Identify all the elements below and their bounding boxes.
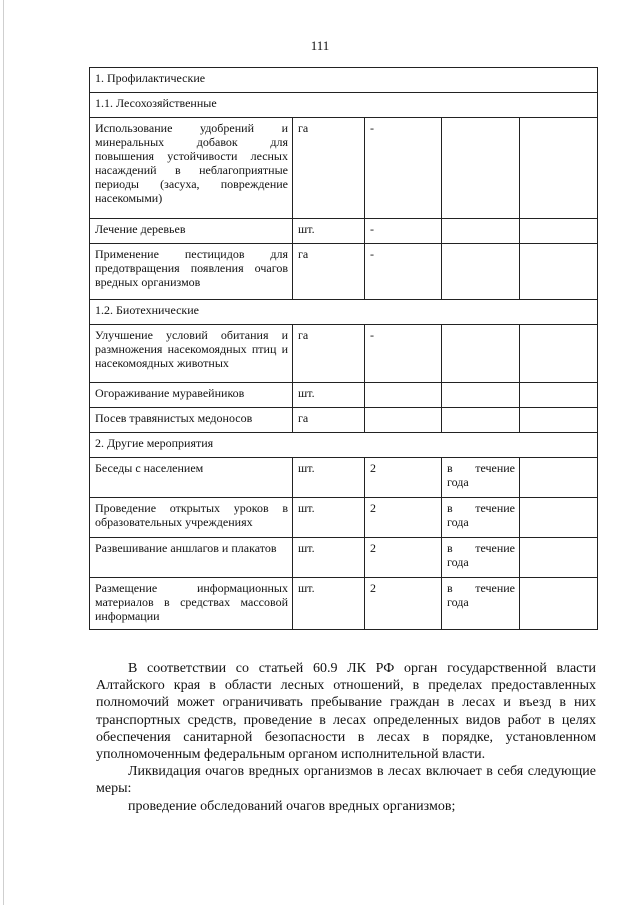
measure-period: в течение года: [442, 578, 520, 630]
measure-period: в течение года: [442, 498, 520, 538]
paragraph: Ликвидация очагов вредных организмов в лесах включает в себя следующие меры:: [96, 764, 596, 797]
measure-value: 2: [365, 578, 442, 630]
measure-unit: га: [293, 244, 365, 300]
subsection-title: 1.2. Биотехнические: [90, 300, 598, 325]
measure-value: -: [365, 325, 442, 383]
measure-name: Развешивание аншлагов и плакатов: [90, 538, 293, 578]
measure-note: [520, 498, 598, 538]
measures-table: [89, 67, 598, 630]
table-row: [90, 433, 598, 458]
measure-value: 2: [365, 538, 442, 578]
measure-note: [520, 538, 598, 578]
table-row: [90, 408, 598, 433]
measure-period: [442, 118, 520, 219]
table-row: [90, 244, 598, 300]
measure-unit: га: [293, 118, 365, 219]
section-title: 2. Другие мероприятия: [90, 433, 598, 458]
measure-name: Применение пестицидов для предотвращения появления очагов вредных организмов: [90, 244, 293, 300]
measure-value: -: [365, 118, 442, 219]
measure-note: [520, 408, 598, 433]
table-row: [90, 538, 598, 578]
measure-note: [520, 325, 598, 383]
measure-period: [442, 383, 520, 408]
table-row: [90, 498, 598, 538]
measure-value: [365, 408, 442, 433]
paragraph: проведение обследований очагов вредных организмов;: [128, 798, 456, 814]
measure-value: -: [365, 244, 442, 300]
table-row: [90, 578, 598, 630]
scan-edge-line: [3, 0, 4, 905]
table-row: [90, 219, 598, 244]
measure-period: [442, 219, 520, 244]
measure-period: [442, 244, 520, 300]
table-row: [90, 325, 598, 383]
measure-value: [365, 383, 442, 408]
measure-unit: шт.: [293, 219, 365, 244]
measure-unit: га: [293, 408, 365, 433]
measure-note: [520, 118, 598, 219]
measure-name: Посев травянистых медоносов: [90, 408, 293, 433]
measure-unit: га: [293, 325, 365, 383]
measure-period: в течение года: [442, 458, 520, 498]
measure-note: [520, 383, 598, 408]
measure-unit: шт.: [293, 538, 365, 578]
table-row: [90, 118, 598, 219]
section-title: 1. Профилактические: [90, 68, 598, 93]
table-row: [90, 300, 598, 325]
measure-name: Размещение информационных материалов в средствах массовой информации: [90, 578, 293, 630]
measure-name: Беседы с населением: [90, 458, 293, 498]
measure-unit: шт.: [293, 458, 365, 498]
measure-unit: шт.: [293, 498, 365, 538]
table-row: [90, 93, 598, 118]
table-row: [90, 68, 598, 93]
measure-name: Огораживание муравейников: [90, 383, 293, 408]
measure-value: 2: [365, 458, 442, 498]
measure-name: Использование удобрений и минеральных добавок для повышения устойчивости лесных насаждений в неблагоприятные периоды (засуха, повреждение насекомыми): [90, 118, 293, 219]
measure-value: 2: [365, 498, 442, 538]
measure-note: [520, 458, 598, 498]
subsection-title: 1.1. Лесохозяйственные: [90, 93, 598, 118]
body-text: [96, 660, 596, 815]
measure-note: [520, 219, 598, 244]
page-number: 111: [310, 38, 330, 53]
measure-period: [442, 325, 520, 383]
measure-unit: шт.: [293, 578, 365, 630]
measure-period: в течение года: [442, 538, 520, 578]
measure-name: Лечение деревьев: [90, 219, 293, 244]
measure-period: [442, 408, 520, 433]
measure-name: Проведение открытых уроков в образовательных учреждениях: [90, 498, 293, 538]
measure-note: [520, 244, 598, 300]
paragraph: В соответствии со статьей 60.9 ЛК РФ орган государственной власти Алтайского края в области лесных отношений, в пределах предоставленных полномочий может ограничивать пребывание граждан в лесах и въезд в них транспортных средств, проведение в лесах определенных видов работ в целях обеспечения санитарной безопасности в лесах в порядке, установленном уполномоченным федеральным органом исполнительной власти.: [96, 661, 596, 763]
measure-note: [520, 578, 598, 630]
table-row: [90, 458, 598, 498]
measure-unit: шт.: [293, 383, 365, 408]
measure-value: -: [365, 219, 442, 244]
table-row: [90, 383, 598, 408]
measure-name: Улучшение условий обитания и размножения насекомоядных птиц и насекомоядных животных: [90, 325, 293, 383]
